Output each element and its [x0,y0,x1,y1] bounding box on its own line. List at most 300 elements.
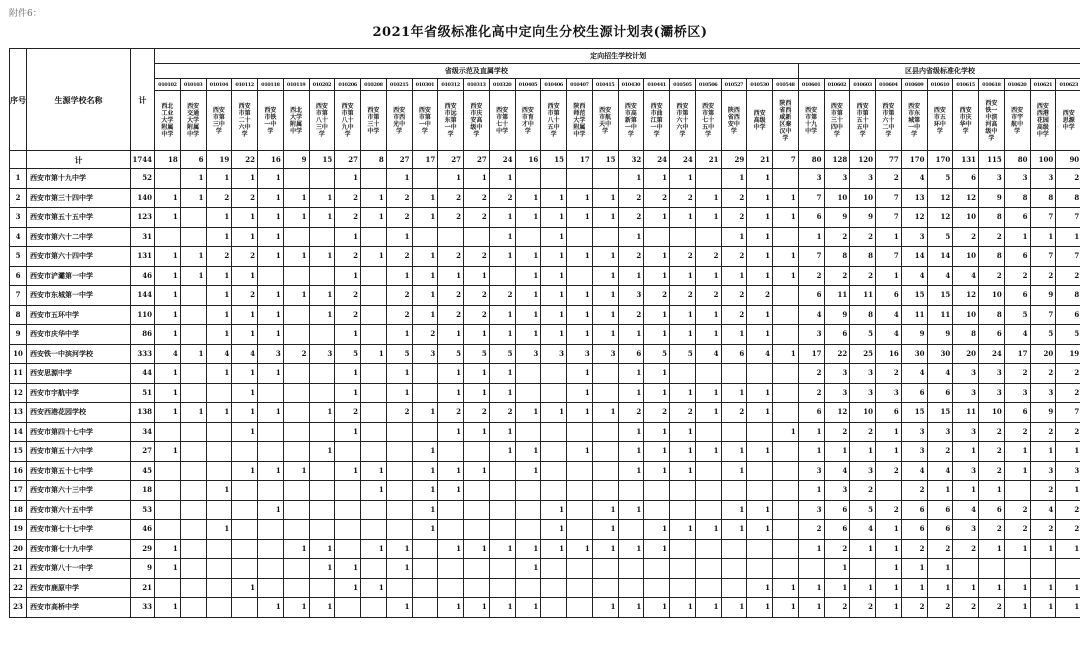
row-cell: 1 [206,169,232,189]
school-name-line: 市育 [521,113,534,121]
row-cell: 1 [670,520,696,540]
row-cell [386,520,412,540]
row-cell [695,539,721,559]
row-cell: 1 [721,500,747,520]
row-cell: 12 [824,403,850,423]
row-cell: 1 [773,422,799,442]
row-cell: 3 [798,169,824,189]
row-cell: 1 [644,383,670,403]
row-cell [618,520,644,540]
school-name-line: 市第 [702,110,715,117]
row-cell: 1 [438,266,464,286]
row-cell: 1 [438,383,464,403]
row-cell: 9 [850,208,876,228]
row-cell: 1 [412,286,438,306]
row-cell [361,286,387,306]
row-cell: 2 [618,188,644,208]
row-cell: 1 [798,481,824,501]
row-cell: 2 [464,208,490,228]
row-cell: 4 [798,305,824,325]
row-cell: 2 [901,539,927,559]
total-row-cell: 115 [979,151,1005,169]
row-cell [953,559,979,579]
row-cell [618,559,644,579]
row-cell: 1 [773,598,799,618]
row-cell [695,461,721,481]
table-row [10,481,1080,501]
school-name-line: 西安 [882,103,895,110]
row-cell: 1 [515,266,541,286]
row-cell: 1 [747,169,773,189]
school-name [412,91,438,151]
row-cell [773,286,799,306]
row-cell: 1 [489,325,515,345]
row-cell: 5 [335,344,361,364]
row-cell: 1 [155,403,181,423]
row-cell: 2 [489,286,515,306]
row-cell: 15 [901,403,927,423]
row-cell: 1 [721,442,747,462]
row-cell [412,578,438,598]
row-cell: 1 [386,266,412,286]
school-name-line: 市第 [496,113,509,121]
row-source-school: 西安市浐灞第一中学 [27,266,131,286]
total-row-cell: 22 [232,151,258,169]
row-cell: 7 [876,247,902,267]
school-name-line: 学 [911,131,918,138]
row-cell [386,461,412,481]
row-cell [283,383,309,403]
row-cell: 1 [258,208,284,228]
row-cell: 2 [335,403,361,423]
row-cell: 2 [438,188,464,208]
row-cell: 3 [567,344,593,364]
row-cell: 2 [644,188,670,208]
row-cell: 3 [824,364,850,384]
row-cell: 1 [489,383,515,403]
row-cell: 1 [644,442,670,462]
row-cell: 1 [515,442,541,462]
row-cell [773,305,799,325]
school-name-line: 五中 [856,124,869,131]
row-cell: 1 [386,559,412,579]
row-cell: 1 [438,364,464,384]
row-cell: 1 [386,539,412,559]
row-cell: 8 [1004,188,1030,208]
row-cell [335,520,361,540]
row-cell [309,227,335,247]
row-cell: 1 [1056,442,1080,462]
row-seq: 6 [10,266,27,286]
school-name [721,91,747,151]
table-row [10,442,1080,462]
row-cell [180,461,206,481]
school-name-line: 市远 [444,110,457,117]
row-cell [773,169,799,189]
row-cell: 2 [670,286,696,306]
table-row [10,598,1080,618]
row-cell: 6 [824,520,850,540]
row-cell: 1 [721,266,747,286]
school-name [309,91,335,151]
row-cell [695,559,721,579]
row-cell [773,383,799,403]
school-name-line: 六十 [882,117,895,124]
row-cell [155,461,181,481]
row-cell: 4 [876,305,902,325]
row-cell: 1 [798,539,824,559]
total-row-cell: 16 [515,151,541,169]
row-cell: 1 [644,305,670,325]
row-cell [309,500,335,520]
row-cell: 5 [927,169,953,189]
school-name-line: 市航 [599,113,612,121]
row-cell: 1 [618,422,644,442]
row-cell: 1 [670,422,696,442]
row-cell [592,578,618,598]
row-total: 33 [131,598,155,618]
school-code: 010530 [747,79,773,91]
row-cell [747,461,773,481]
total-row-cell: 9 [283,151,309,169]
row-cell: 4 [232,344,258,364]
row-cell: 6 [1004,403,1030,423]
school-code: 010406 [541,79,567,91]
row-cell [283,500,309,520]
row-cell [489,520,515,540]
row-cell: 1 [747,227,773,247]
row-cell [541,364,567,384]
school-name-line: 西安 [1036,103,1049,110]
row-source-school: 西安市高桥中学 [27,598,131,618]
row-cell [592,364,618,384]
row-cell: 1 [155,559,181,579]
school-name-line: 附属 [290,120,303,128]
row-cell: 4 [695,344,721,364]
row-cell: 1 [644,266,670,286]
row-cell: 2 [979,461,1005,481]
row-cell: 1 [258,461,284,481]
school-name-line: 学 [859,131,866,138]
row-cell [258,559,284,579]
school-code: 010407 [567,79,593,91]
row-cell: 1 [232,422,258,442]
row-cell: 4 [824,461,850,481]
row-cell: 1 [438,422,464,442]
table-row [10,266,1080,286]
row-cell: 2 [876,500,902,520]
row-cell: 4 [901,169,927,189]
row-cell: 2 [489,403,515,423]
row-cell [386,481,412,501]
row-cell: 2 [386,286,412,306]
row-cell [283,481,309,501]
row-cell [567,500,593,520]
row-cell: 1 [464,169,490,189]
row-cell: 1 [464,598,490,618]
row-cell: 1 [206,227,232,247]
row-cell [232,442,258,462]
row-cell: 1 [489,364,515,384]
school-code: 010615 [953,79,979,91]
school-name-line: 市庆 [959,113,972,121]
row-cell [283,520,309,540]
school-name-line: 八十 [547,117,560,124]
row-cell: 1 [489,227,515,247]
table-row [10,422,1080,442]
row-cell: 1 [155,364,181,384]
row-cell: 3 [850,383,876,403]
school-name-line: 市铁 [264,113,277,121]
row-cell: 1 [155,442,181,462]
row-cell: 2 [798,364,824,384]
row-cell: 1 [283,188,309,208]
row-cell: 2 [1004,266,1030,286]
row-cell: 3 [850,169,876,189]
row-cell: 5 [670,344,696,364]
row-cell [464,500,490,520]
row-cell: 4 [155,344,181,364]
row-cell: 3 [1030,461,1056,481]
row-cell: 4 [927,364,953,384]
row-cell: 1 [309,305,335,325]
row-cell: 2 [747,286,773,306]
row-seq: 12 [10,383,27,403]
school-name-line: 市曲 [650,110,663,117]
row-cell: 3 [953,383,979,403]
row-cell: 1 [747,383,773,403]
row-cell: 1 [1004,539,1030,559]
row-cell: 1 [1030,578,1056,598]
row-cell [644,227,670,247]
row-cell: 1 [180,247,206,267]
row-cell: 1 [695,383,721,403]
row-cell: 1 [335,578,361,598]
row-cell [412,539,438,559]
school-name [515,91,541,151]
row-total: 140 [131,188,155,208]
school-name-line: 陕西 [727,106,740,114]
row-cell: 5 [1056,325,1080,345]
row-cell: 2 [953,227,979,247]
row-cell: 2 [850,227,876,247]
row-cell: 7 [876,188,902,208]
row-cell: 1 [283,461,309,481]
row-cell: 7 [1030,208,1056,228]
row-cell [361,442,387,462]
row-cell: 10 [850,188,876,208]
row-cell: 1 [206,286,232,306]
row-cell [464,520,490,540]
total-row-cell: 170 [901,151,927,169]
row-cell: 1 [464,325,490,345]
row-cell: 2 [1056,383,1080,403]
school-name-line: 学 [215,127,222,135]
row-cell [567,461,593,481]
row-cell [180,422,206,442]
row-cell: 1 [464,364,490,384]
table-row [10,344,1080,364]
row-source-school: 西安市宇航中学 [27,383,131,403]
row-cell [850,559,876,579]
school-code: 010610 [927,79,953,91]
school-name-line: 工业 [161,110,174,117]
row-cell [515,383,541,403]
row-cell: 1 [747,305,773,325]
row-cell: 2 [335,188,361,208]
row-cell [155,578,181,598]
row-cell: 1 [747,403,773,423]
row-cell: 1 [567,305,593,325]
school-name-line: 五中 [702,124,715,131]
row-cell: 1 [747,442,773,462]
row-source-school: 西安市第四十七中学 [27,422,131,442]
row-cell [567,227,593,247]
row-seq: 5 [10,247,27,267]
row-cell: 2 [464,188,490,208]
table-row [10,383,1080,403]
school-name [592,91,618,151]
row-cell [464,227,490,247]
row-cell: 2 [386,305,412,325]
school-name [155,91,181,151]
row-cell: 5 [489,344,515,364]
school-name-line: 西安 [521,106,534,114]
school-name-line: 学 [705,131,712,138]
school-name-line: 市第 [418,113,431,121]
row-cell [206,559,232,579]
row-cell [232,520,258,540]
school-name [644,91,670,151]
school-code: 010313 [464,79,490,91]
row-cell: 3 [618,286,644,306]
row-cell: 1 [927,578,953,598]
row-cell: 1 [515,325,541,345]
school-code: 010208 [361,79,387,91]
row-cell: 1 [747,325,773,345]
row-source-school: 西安思源中学 [27,364,131,384]
row-cell: 2 [283,344,309,364]
total-row-cell: 6 [180,151,206,169]
row-cell: 7 [798,247,824,267]
school-code: 010620 [1004,79,1030,91]
total-row-cell: 100 [1030,151,1056,169]
row-cell: 1 [541,188,567,208]
row-cell [206,422,232,442]
row-cell [283,325,309,345]
row-cell [361,266,387,286]
row-cell [258,520,284,540]
row-cell: 1 [155,188,181,208]
row-cell [515,364,541,384]
school-name-line: 七十 [496,120,509,128]
row-cell: 1 [412,442,438,462]
row-cell: 2 [721,403,747,423]
row-cell: 1 [283,539,309,559]
row-cell [335,442,361,462]
school-name [258,91,284,151]
row-cell: 1 [567,208,593,228]
row-cell: 6 [1004,247,1030,267]
row-cell [489,266,515,286]
row-cell: 4 [206,344,232,364]
row-cell: 1 [515,208,541,228]
row-cell: 1 [670,598,696,618]
row-cell [670,559,696,579]
row-cell: 6 [901,500,927,520]
row-cell: 1 [309,403,335,423]
row-cell [180,520,206,540]
school-name-line: 学 [524,127,531,135]
total-row-cell: 7 [773,151,799,169]
row-cell: 1 [824,559,850,579]
row-cell: 1 [335,266,361,286]
school-name-line: 市第 [547,110,560,117]
row-cell: 6 [927,500,953,520]
row-cell: 1 [232,208,258,228]
row-cell [670,578,696,598]
enrollment-plan-table [9,48,1080,618]
row-cell [747,539,773,559]
row-cell [180,227,206,247]
row-cell: 1 [541,500,567,520]
school-name-line: 西安 [393,106,406,114]
row-cell: 1 [438,539,464,559]
row-cell: 1 [155,539,181,559]
row-cell: 1 [489,169,515,189]
row-cell [386,578,412,598]
table-row [10,247,1080,267]
row-cell: 1 [773,266,799,286]
school-name-line: 西安 [418,106,431,114]
row-cell [592,461,618,481]
row-cell [567,520,593,540]
row-cell [258,383,284,403]
table-row [10,539,1080,559]
row-cell: 2 [721,208,747,228]
row-cell [464,559,490,579]
school-code: 010548 [773,79,799,91]
table-row [10,188,1080,208]
row-cell: 1 [618,364,644,384]
row-cell: 1 [464,461,490,481]
row-cell [258,266,284,286]
row-cell: 1 [747,247,773,267]
row-cell: 1 [206,305,232,325]
row-cell [206,539,232,559]
row-cell: 9 [927,325,953,345]
school-code: 010104 [206,79,232,91]
row-cell [412,422,438,442]
school-name-line: 学 [344,131,351,138]
row-cell: 1 [232,169,258,189]
row-source-school: 西安市鹿原中学 [27,578,131,598]
row-cell: 12 [927,188,953,208]
row-cell: 1 [798,442,824,462]
row-cell [670,500,696,520]
row-cell: 11 [824,286,850,306]
row-source-school: 西安西港花园学校 [27,403,131,423]
row-cell: 3 [953,520,979,540]
school-name-line: 市五 [933,113,946,121]
source-school-header: 生源学校名称 [27,49,131,151]
school-name-line: 高级 [1036,124,1049,131]
school-name-line: 中学 [290,127,303,135]
row-cell: 8 [979,208,1005,228]
row-cell: 4 [876,325,902,345]
row-seq: 9 [10,325,27,345]
row-cell: 2 [232,247,258,267]
